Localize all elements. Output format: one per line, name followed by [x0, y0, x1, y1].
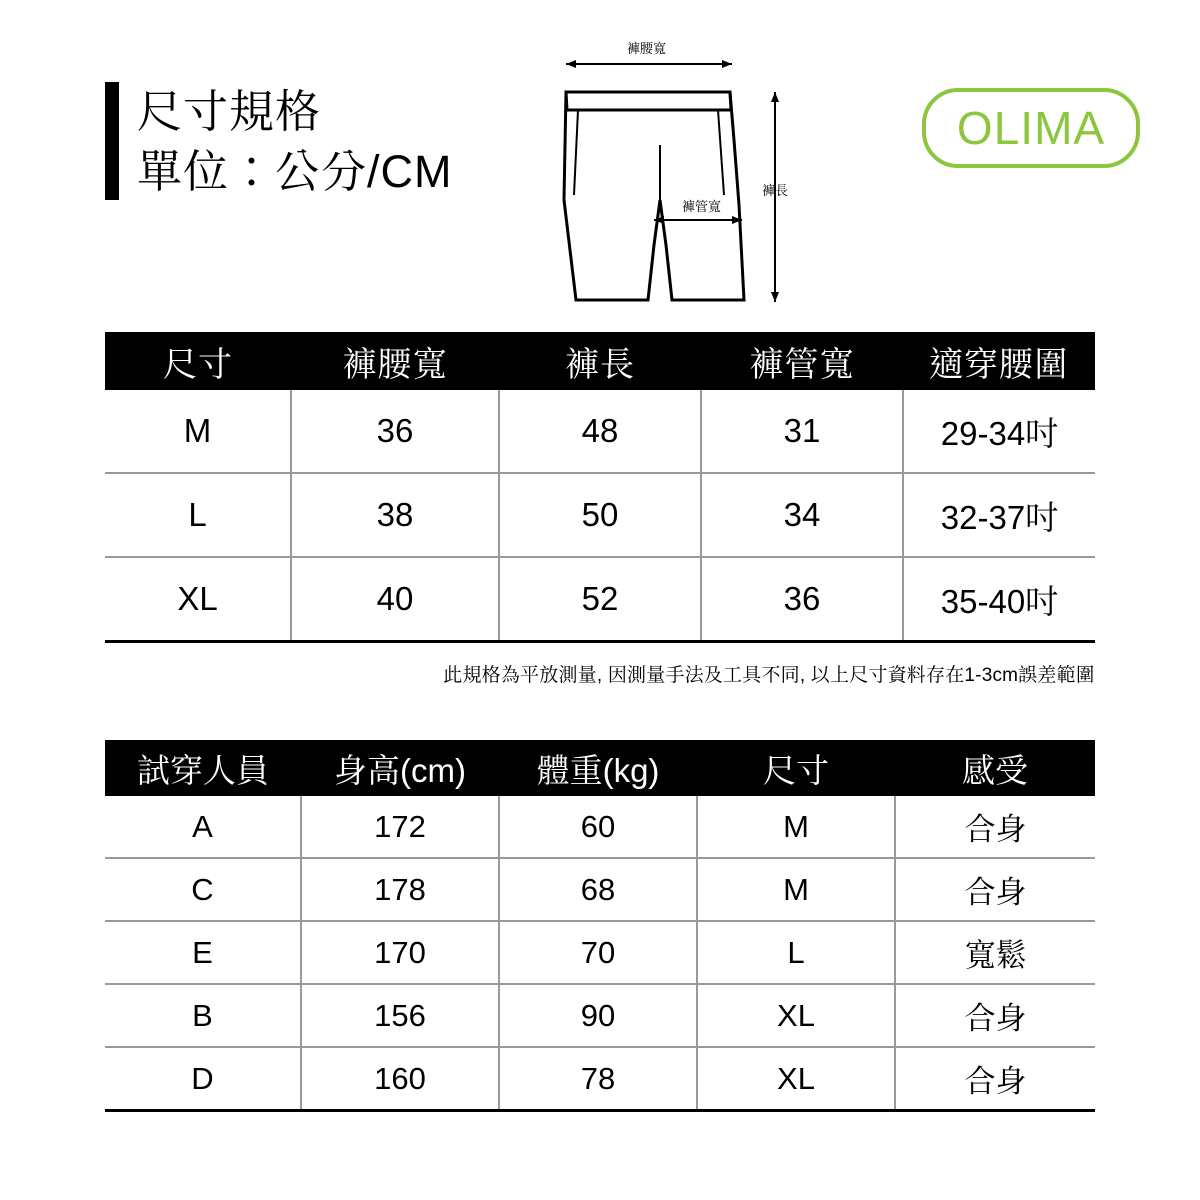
page-header: [105, 82, 453, 202]
size-table-cell: XL: [105, 557, 291, 642]
fit-table-cell: XL: [697, 1047, 895, 1111]
brand-logo-text: OLIMA: [956, 102, 1106, 154]
size-table-cell: L: [105, 473, 291, 557]
size-spec-table: [105, 332, 1095, 643]
fit-table-header-cell: 感受: [895, 740, 1095, 796]
fit-table-cell: A: [105, 796, 301, 858]
fit-table-cell: 寬鬆: [895, 921, 1095, 984]
size-table-header-cell: 尺寸: [105, 332, 291, 390]
size-table-cell: 29-34吋: [903, 390, 1095, 473]
fit-table-cell: 合身: [895, 796, 1095, 858]
fit-table-header-cell: 體重(kg): [499, 740, 697, 796]
fit-table-header-row: [105, 740, 1095, 796]
fit-table-header-cell: 身高(cm): [301, 740, 499, 796]
size-table-cell: 52: [499, 557, 701, 642]
table-row: [105, 858, 1095, 921]
fit-table-cell: 合身: [895, 984, 1095, 1047]
table-row: [105, 796, 1095, 858]
size-table-header-cell: 褲管寬: [701, 332, 903, 390]
size-table-cell: 50: [499, 473, 701, 557]
diagram-label-length: 褲長: [762, 183, 789, 198]
fit-table-cell: XL: [697, 984, 895, 1047]
header-text-block: [137, 82, 453, 202]
table-row: [105, 1047, 1095, 1111]
table-row: [105, 473, 1095, 557]
size-table-cell: 31: [701, 390, 903, 473]
fit-table-cell: 156: [301, 984, 499, 1047]
size-table-cell: 40: [291, 557, 499, 642]
diagram-label-leg-width: 褲管寬: [682, 199, 722, 214]
fit-table-cell: 合身: [895, 1047, 1095, 1111]
shorts-measurement-diagram: [520, 30, 840, 320]
table-row: [105, 557, 1095, 642]
fit-model-table: [105, 740, 1095, 1112]
fit-table-header-cell: 尺寸: [697, 740, 895, 796]
fit-table-cell: D: [105, 1047, 301, 1111]
fit-table-cell: 178: [301, 858, 499, 921]
fit-table-cell: M: [697, 796, 895, 858]
table-row: [105, 984, 1095, 1047]
fit-table-cell: 170: [301, 921, 499, 984]
fit-table-cell: 172: [301, 796, 499, 858]
shorts-diagram-svg: [520, 30, 840, 320]
header-accent-bar: [105, 82, 119, 200]
table-row: [105, 390, 1095, 473]
page-subtitle: 單位：公分/CM: [137, 146, 453, 197]
size-table-header-cell: 褲長: [499, 332, 701, 390]
fit-table-cell: B: [105, 984, 301, 1047]
fit-table-cell: 合身: [895, 858, 1095, 921]
fit-table-cell: L: [697, 921, 895, 984]
page-title: 尺寸規格: [137, 86, 322, 137]
size-table-cell: 35-40吋: [903, 557, 1095, 642]
size-table-cell: 38: [291, 473, 499, 557]
fit-table-cell: 60: [499, 796, 697, 858]
fit-table-cell: 90: [499, 984, 697, 1047]
size-table-cell: 36: [291, 390, 499, 473]
measurement-note: 此規格為平放測量, 因測量手法及工具不同, 以上尺寸資料存在1-3cm誤差範圍: [443, 665, 1095, 686]
fit-table-cell: 160: [301, 1047, 499, 1111]
size-table-cell: 34: [701, 473, 903, 557]
size-table-header-cell: 褲腰寬: [291, 332, 499, 390]
size-table-cell: 48: [499, 390, 701, 473]
fit-table-cell: 68: [499, 858, 697, 921]
fit-table-cell: 78: [499, 1047, 697, 1111]
fit-table-cell: M: [697, 858, 895, 921]
fit-table-header-cell: 試穿人員: [105, 740, 301, 796]
size-table-header-row: [105, 332, 1095, 390]
table-row: [105, 921, 1095, 984]
fit-table-cell: 70: [499, 921, 697, 984]
size-table-cell: 36: [701, 557, 903, 642]
size-table-header-cell: 適穿腰圍: [903, 332, 1095, 390]
diagram-label-waist-width: 褲腰寬: [627, 41, 667, 56]
brand-logo: [922, 88, 1140, 168]
size-table-cell: 32-37吋: [903, 473, 1095, 557]
fit-table-cell: E: [105, 921, 301, 984]
fit-table-cell: C: [105, 858, 301, 921]
size-table-cell: M: [105, 390, 291, 473]
